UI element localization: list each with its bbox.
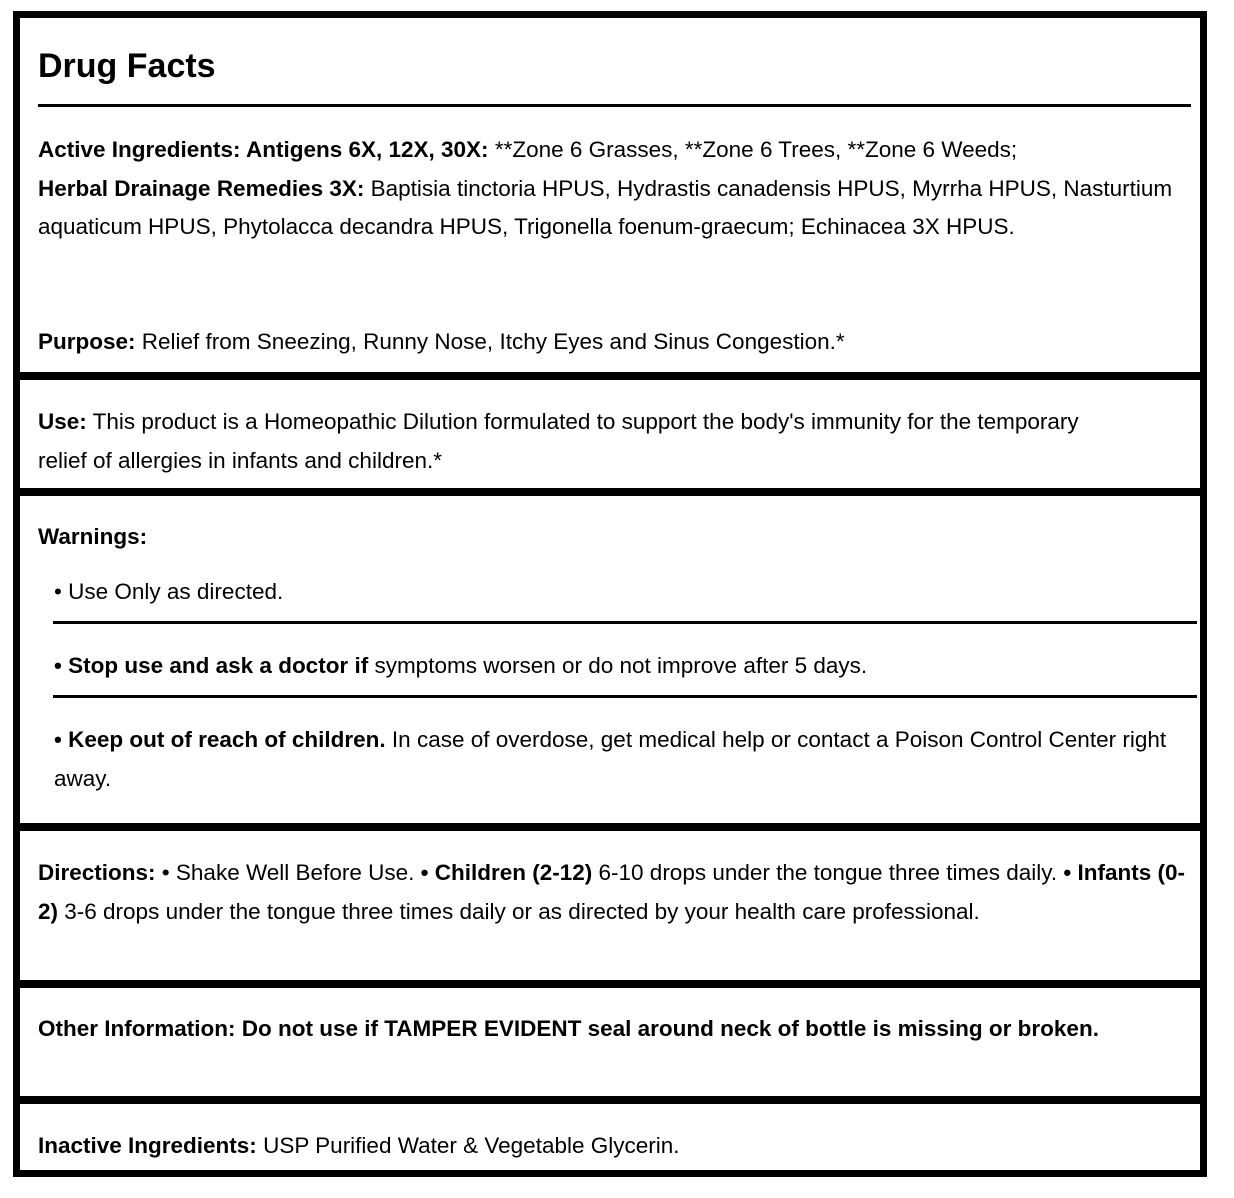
warning-bold-text: • Keep out of reach of children. [54, 727, 386, 752]
warning-item-keep-out [54, 721, 1188, 798]
children-dose-label: • Children (2-12) [420, 860, 593, 885]
drainage-remedies-label: Herbal Drainage Remedies 3X: [38, 175, 365, 201]
warnings-label: Warnings: [38, 524, 148, 549]
section-divider [20, 823, 1200, 831]
infants-dose: 3-6 drops under the tongue three times daily or as directed by your health care professional. [58, 898, 980, 924]
inactive-ingredients-value: USP Purified Water & Vegetable Glycerin. [256, 1133, 680, 1158]
title-section [20, 46, 1200, 86]
section-divider [20, 980, 1200, 988]
warning-text: symptoms worsen or do not improve after 5 days. [368, 653, 868, 678]
inactive-ingredients-text [38, 1127, 1200, 1166]
purpose-text [38, 323, 1200, 362]
section-divider [20, 488, 1200, 496]
purpose-section [20, 323, 1200, 362]
other-information-section [20, 1010, 1160, 1049]
other-information-text: Other Information: Do not use if TAMPER EVIDENT seal around neck of bottle is missing or broken. [38, 1016, 1099, 1041]
infants-dose-label: • Infants (0-2) [38, 860, 1186, 924]
antigens-list: **Zone 6 Grasses, **Zone 6 Trees, **Zone 6 Weeds; [488, 137, 1018, 162]
title-divider [38, 104, 1191, 107]
directions-text [38, 854, 1200, 931]
section-divider [20, 1096, 1200, 1104]
drainage-remedies-list: Baptisia tinctoria HPUS, Hydrastis canadensis HPUS, Myrrha HPUS, Nasturtium aquaticum HPUS, Phytolacca decandra HPUS, Trigonella foenum-graecum; Echinacea 3X HPUS. [38, 175, 1173, 239]
use-value: This product is a Homeopathic Dilution formulated to support the body's immunity for the temporary relief of allergies in infants and children.* [38, 409, 1079, 473]
active-ingredients-section [20, 131, 1188, 247]
warning-text: • Use Only as directed. [54, 579, 284, 604]
active-ingredients-label: Active Ingredients: Antigens 6X, 12X, 30X: [38, 137, 489, 162]
warning-bold-text: • Stop use and ask a doctor if [54, 653, 369, 678]
purpose-value: Relief from Sneezing, Runny Nose, Itchy Eyes and Sinus Congestion.* [135, 329, 845, 354]
warning-item-use-directed [54, 573, 1188, 612]
warning-divider [53, 695, 1197, 698]
directions-label: Directions: [38, 860, 156, 885]
use-section [20, 403, 1120, 480]
use-label: Use: [38, 409, 87, 434]
page-title: Drug Facts [38, 47, 216, 85]
use-text [38, 403, 1120, 480]
warning-divider [53, 621, 1197, 624]
children-dose: 6-10 drops under the tongue three times daily. [592, 860, 1064, 885]
warning-item-stop-use [54, 647, 1188, 686]
warning-text: In case of overdose, get medical help or contact a Poison Control Center right away. [54, 727, 1167, 791]
purpose-label: Purpose: [38, 329, 136, 354]
section-divider [20, 372, 1200, 380]
drug-facts-panel [13, 11, 1207, 1177]
inactive-ingredients-label: Inactive Ingredients: [38, 1133, 257, 1158]
active-ingredients-text [38, 131, 1188, 247]
directions-shake: • Shake Well Before Use. [155, 860, 421, 885]
directions-section [20, 854, 1200, 931]
warnings-section [20, 518, 1200, 557]
inactive-ingredients-section [20, 1127, 1200, 1166]
